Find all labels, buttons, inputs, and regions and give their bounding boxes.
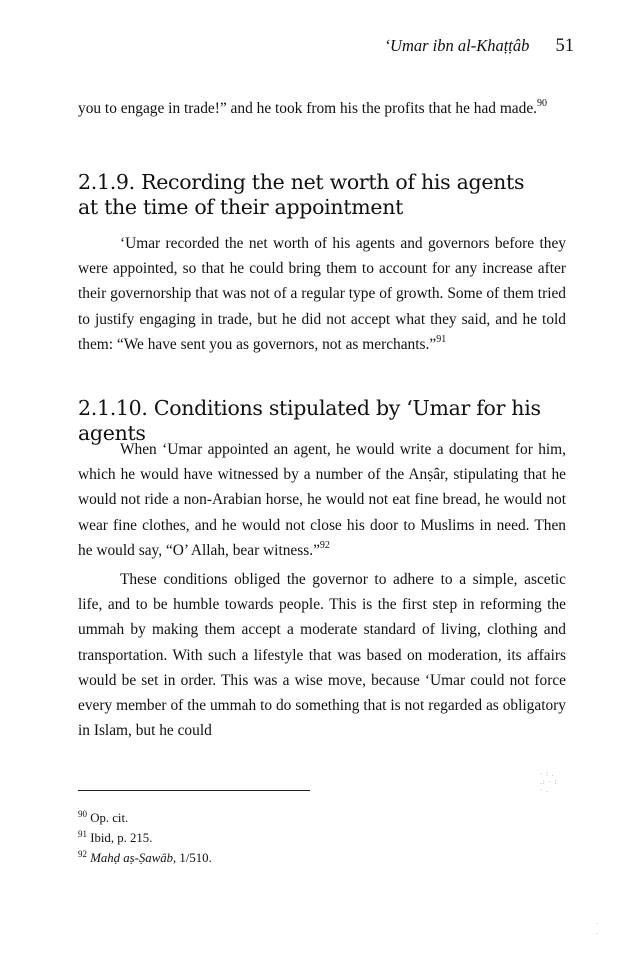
paragraph-1 [78, 437, 566, 563]
footnote-rule [78, 790, 310, 791]
running-head-title: ‘Umar ibn al-Khaṭṭâb [384, 36, 530, 55]
section-2-1-10-body [78, 437, 566, 743]
footnote-91 [78, 828, 478, 848]
section-heading-2-1-9 [78, 170, 578, 220]
paragraph-1-text: When ‘Umar appointed an agent, he would write a document for him, which he would have witnessed by a number of the Anṣâr, stipulating that he would not ride a non-Arabian horse, he would not eat fine bread, he would not wear fine clothes, and he would not close his door to Muslims in need. Then he would say, “O’ Allah, bear witness.” [78, 441, 566, 559]
page-number: 51 [555, 36, 574, 56]
paragraph-2-text: These conditions obliged the governor to adhere to a simple, ascetic life, and to be humble towards people. This is the first step in reforming the ummah by making them accept a moderate standard of living, clothing and transportation. With such a lifestyle that was based on moderation, its affairs would be set in order. This was a wise move, because ‘Umar could not force every member of the ummah to do something that is not regarded as obligatory in Islam, but he could [78, 571, 566, 740]
footnotes [78, 808, 478, 868]
footnote-90 [78, 808, 478, 828]
continuation-text: you to engage in trade!” and he took from his the profits that he had made. [78, 100, 538, 117]
continuation-paragraph [78, 96, 566, 121]
footnote-number: 92 [78, 849, 87, 859]
paragraph-2 [78, 567, 566, 743]
scan-speckle: · : . .: · : · . [540, 770, 558, 794]
footnote-text: Ibid, p. 215. [90, 831, 153, 845]
section-heading-line: 2.1.10. Conditions stipulated by ‘Umar for his agents [78, 396, 541, 445]
footnote-text: , 1/510. [173, 851, 212, 865]
footnote-number: 91 [78, 829, 87, 839]
footnote-ref-92: 92 [319, 539, 330, 551]
footnote-number: 90 [78, 809, 87, 819]
running-head [0, 36, 574, 57]
section-2-1-9-paragraph [78, 231, 566, 357]
footnote-title: Mahḍ aṣ-Ṣawâb [90, 851, 174, 865]
scan-speckle: · . [596, 920, 600, 936]
section-heading-line-1: 2.1.9. Recording the net worth of his agents [78, 170, 525, 194]
footnote-text: Op. cit. [90, 811, 129, 825]
footnote-ref-90: 90 [537, 98, 548, 109]
section-heading-line-2: at the time of their appointment [78, 195, 404, 219]
footnote-92 [78, 848, 478, 868]
paragraph-text: ‘Umar recorded the net worth of his agents and governors before they were appointed, so that he could bring them to account for any increase after their governorship that was not of a regular type of growth. Some of them tried to justify engaging in trade, but he did not accept what they said, and he told them: “We have sent you as governors, not as merchants.” [78, 235, 566, 353]
footnote-ref-91: 91 [436, 333, 447, 345]
